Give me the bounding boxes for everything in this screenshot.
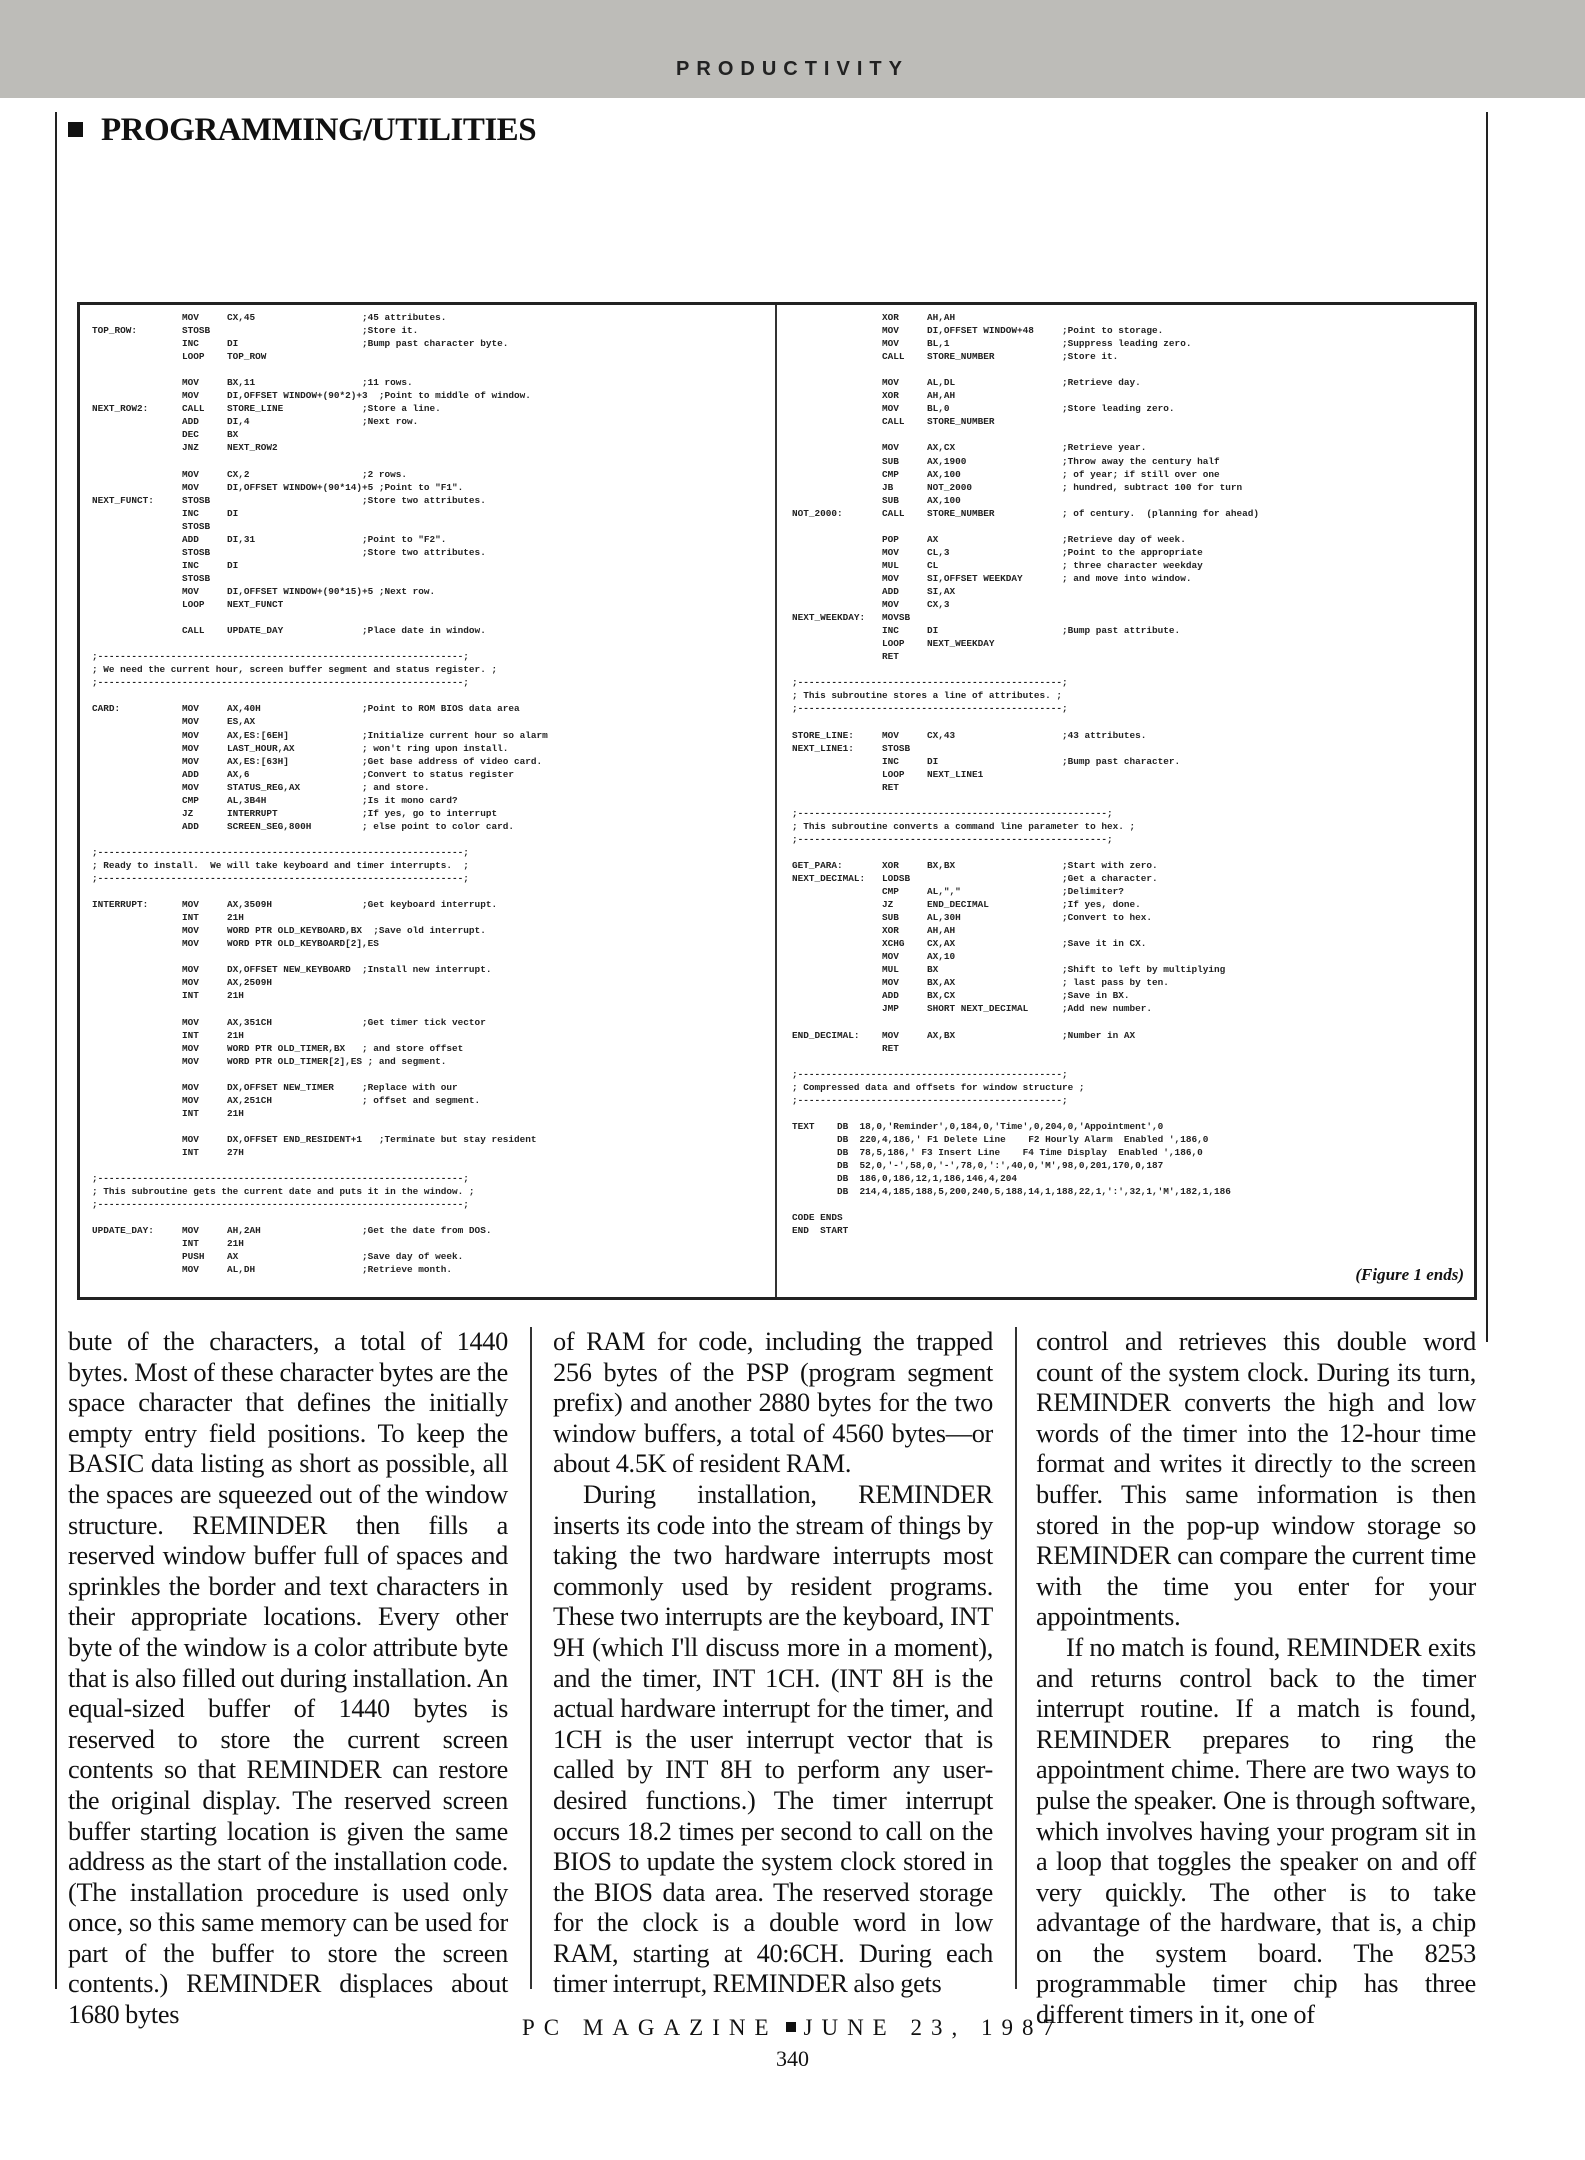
header-band xyxy=(0,0,1585,98)
footer-date: JUNE 23, 1987 xyxy=(803,2015,1063,2040)
figure-caption: (Figure 1 ends) xyxy=(1355,1265,1464,1284)
article-column-1 xyxy=(68,1327,508,2031)
bullet-square-icon xyxy=(68,122,83,137)
column-rule xyxy=(1015,1327,1017,1989)
paragraph: control and retrieves this double word count of the system clock. During its turn, REMINDER converts the high and low words of the timer into the 12-hour time format and writes it directly to the screen buffer. This same information is then stored in the pop-up window storage so REMINDER can compare the current time with the time you enter for your appointments. xyxy=(1036,1327,1476,1632)
paragraph: During installation, REMINDER inserts its code into the stream of things by taking the two hardware interrupts most commonly used by resident programs. These two interrupts are the keyboard, INT 9H (which I'll discuss more in a moment), and the timer, INT 1CH. (INT 8H is the actual hardware interrupt for the timer, and 1CH is the user interrupt vector that is called by INT 8H to perform any user-desired functions.) The timer interrupt occurs 18.2 times per second to call on the BIOS to update the system clock stored in the BIOS data area. The reserved storage for the clock is a double word in low RAM, starting at 40:6CH. During each timer interrupt, REMINDER also gets xyxy=(553,1479,993,1999)
page-number: 340 xyxy=(776,2046,809,2071)
code-listing-right: XOR AH,AH MOV DI,OFFSET WINDOW+48 ;Point to storage. MOV BL,1 ;Suppress leading zero. CALL STORE_NUMBER ;Store it. MOV AL,DL ;Retrieve day. XOR AH,AH MOV BL,0 ;Store leading zero. CALL STORE_NUMBER MOV AX,CX ;Retrieve year. SUB AX,1900 ;Throw away the century half CMP AX,100 ; of year; if still over one JB NOT_2000 ; hundred, subtract 100 for turn SUB AX,100 NOT_2000: CALL STORE_NUMBER ; of century. (planning for ahead) POP AX ;Retrieve day of week. MOV CL,3 ;Point to the appropriate MUL CL ; three character weekday MOV SI,OFFSET WEEKDAY ; and move into window. ADD SI,AX MOV CX,3 NEXT_WEEKDAY: MOVSB INC DI ;Bump past attribute. LOOP NEXT_WEEKDAY RET ;-----------------------------------------------; ; This subroutine stores a line of attributes. ; ;-----------------------------------------------; STORE_LINE: MOV CX,43 ;43 attributes. NEXT_LINE1: STOSB INC DI ;Bump past character. LOOP NEXT_LINE1 RET ;-------------------------------------------------------; ; This subroutine converts a command line parameter to hex. ; ;-------------------------------------------------------; GET_PARA: XOR BX,BX ;Start with zero. NEXT_DECIMAL: LODSB ;Get a character. CMP AL,"," ;Delimiter? JZ END_DECIMAL ;If yes, done. SUB AL,30H ;Convert to hex. XOR AH,AH XCHG CX,AX ;Save it in CX. MOV AX,10 MUL BX ;Shift to left by multiplying MOV BX,AX ; last pass by ten. ADD BX,CX ;Save in BX. JMP SHORT NEXT_DECIMAL ;Add new number. END_DECIMAL: MOV AX,BX ;Number in AX RET ;-----------------------------------------------; ; Compressed data and offsets for window structure ; ;-----------------------------------------------; TEXT DB 18,0,'Reminder',0,184,0,'Time',0,204,0,'Appointment',0 DB 220,4,186,' F1 Delete Line F2 Hourly Alarm Enabled ',186,0 DB 78,5,186,' F3 Insert Line F4 Time Display Enabled ',186,0 DB 52,0,'-',58,0,'-',78,0,':',40,0,'M',98,0,201,170,0,187 DB 186,0,186,12,1,186,146,4,204 DB 214,4,185,188,5,200,240,5,188,14,1,188,22,1,':',32,1,'M',182,1,186 CODE ENDS END START xyxy=(792,312,1259,1237)
paragraph: bute of the characters, a total of 1440 bytes. Most of these character bytes are the space character that defines the initially empty entry field positions. To keep the BASIC data listing as short as possible, all the spaces are squeezed out of the window structure. REMINDER then fills a reserved window buffer full of spaces and sprinkles the border and text characters in their appropriate locations. Every other byte of the window is a color attribute byte that is also filled out during installation. An equal-sized buffer of 1440 bytes is reserved to store the current screen contents so that REMINDER can restore the original display. The reserved screen buffer starting location is given the same address as the start of the installation code. (The installation procedure is used only once, so this same memory can be used for part of the buffer to store the screen contents.) REMINDER displaces about 1680 bytes xyxy=(68,1327,508,2030)
code-listing-box xyxy=(77,302,1477,1300)
bullet-square-icon xyxy=(786,2022,796,2032)
listing-divider xyxy=(775,305,777,1297)
header-kicker: PRODUCTIVITY xyxy=(676,58,909,80)
paragraph: of RAM for code, including the trapped 256 bytes of the PSP (program segment prefix) and another 2880 bytes for the two window buffers, a total of 4560 bytes—or about 4.5K of resident RAM. xyxy=(553,1327,993,1479)
left-frame-rule xyxy=(55,112,57,1989)
paragraph: If no match is found, REMINDER exits and returns control back to the timer interrupt routine. If a match is found, REMINDER prepares to ring the appointment chime. There are two ways to pulse the speaker. One is through software, which involves having your program sit in a loop that toggles the speaker on and off very quickly. The other is to take advantage of the hardware, that is, a chip on the system board. The 8253 programmable timer chip has three different timers in it, one of xyxy=(1036,1632,1476,2030)
footer-magazine: PC MAGAZINE xyxy=(521,2015,778,2040)
right-frame-rule xyxy=(1486,112,1488,1342)
article-column-2 xyxy=(553,1327,993,2000)
section-title xyxy=(68,112,536,149)
column-rule xyxy=(530,1327,532,1989)
article-column-3 xyxy=(1036,1327,1476,2031)
page-footer xyxy=(0,2015,1585,2041)
code-listing-left: MOV CX,45 ;45 attributes. TOP_ROW: STOSB ;Store it. INC DI ;Bump past character byte. LOOP TOP_ROW MOV BX,11 ;11 rows. MOV DI,OFFSET WINDOW+(90*2)+3 ;Point to middle of window. NEXT_ROW2: CALL STORE_LINE ;Store a line. ADD DI,4 ;Next row. DEC BX JNZ NEXT_ROW2 MOV CX,2 ;2 rows. MOV DI,OFFSET WINDOW+(90*14)+5 ;Point to "F1". NEXT_FUNCT: STOSB ;Store two attributes. INC DI STOSB ADD DI,31 ;Point to "F2". STOSB ;Store two attributes. INC DI STOSB MOV DI,OFFSET WINDOW+(90*15)+5 ;Next row. LOOP NEXT_FUNCT CALL UPDATE_DAY ;Place date in window. ;-----------------------------------------------------------------; ; We need the current hour, screen buffer segment and status register. ; ;-----------------------------------------------------------------; CARD: MOV AX,40H ;Point to ROM BIOS data area MOV ES,AX MOV AX,ES:[6EH] ;Initialize current hour so alarm MOV LAST_HOUR,AX ; won't ring upon install. MOV AX,ES:[63H] ;Get base address of video card. ADD AX,6 ;Convert to status register MOV STATUS_REG,AX ; and store. CMP AL,3B4H ;Is it mono card? JZ INTERRUPT ;If yes, go to interrupt ADD SCREEN_SEG,800H ; else point to color card. ;-----------------------------------------------------------------; ; Ready to install. We will take keyboard and timer interrupts. ; ;-----------------------------------------------------------------; INTERRUPT: MOV AX,3509H ;Get keyboard interrupt. INT 21H MOV WORD PTR OLD_KEYBOARD,BX ;Save old interrupt. MOV WORD PTR OLD_KEYBOARD[2],ES MOV DX,OFFSET NEW_KEYBOARD ;Install new interrupt. MOV AX,2509H INT 21H MOV AX,351CH ;Get timer tick vector INT 21H MOV WORD PTR OLD_TIMER,BX ; and store offset MOV WORD PTR OLD_TIMER[2],ES ; and segment. MOV DX,OFFSET NEW_TIMER ;Replace with our MOV AX,251CH ; offset and segment. INT 21H MOV DX,OFFSET END_RESIDENT+1 ;Terminate but stay resident INT 27H ;-----------------------------------------------------------------; ; This subroutine gets the current date and puts it in the window. ; ;-----------------------------------------------------------------; UPDATE_DAY: MOV AH,2AH ;Get the date from DOS. INT 21H PUSH AX ;Save day of week. MOV AL,DH ;Retrieve month. xyxy=(92,312,548,1276)
section-title-text: PROGRAMMING/UTILITIES xyxy=(101,112,537,148)
